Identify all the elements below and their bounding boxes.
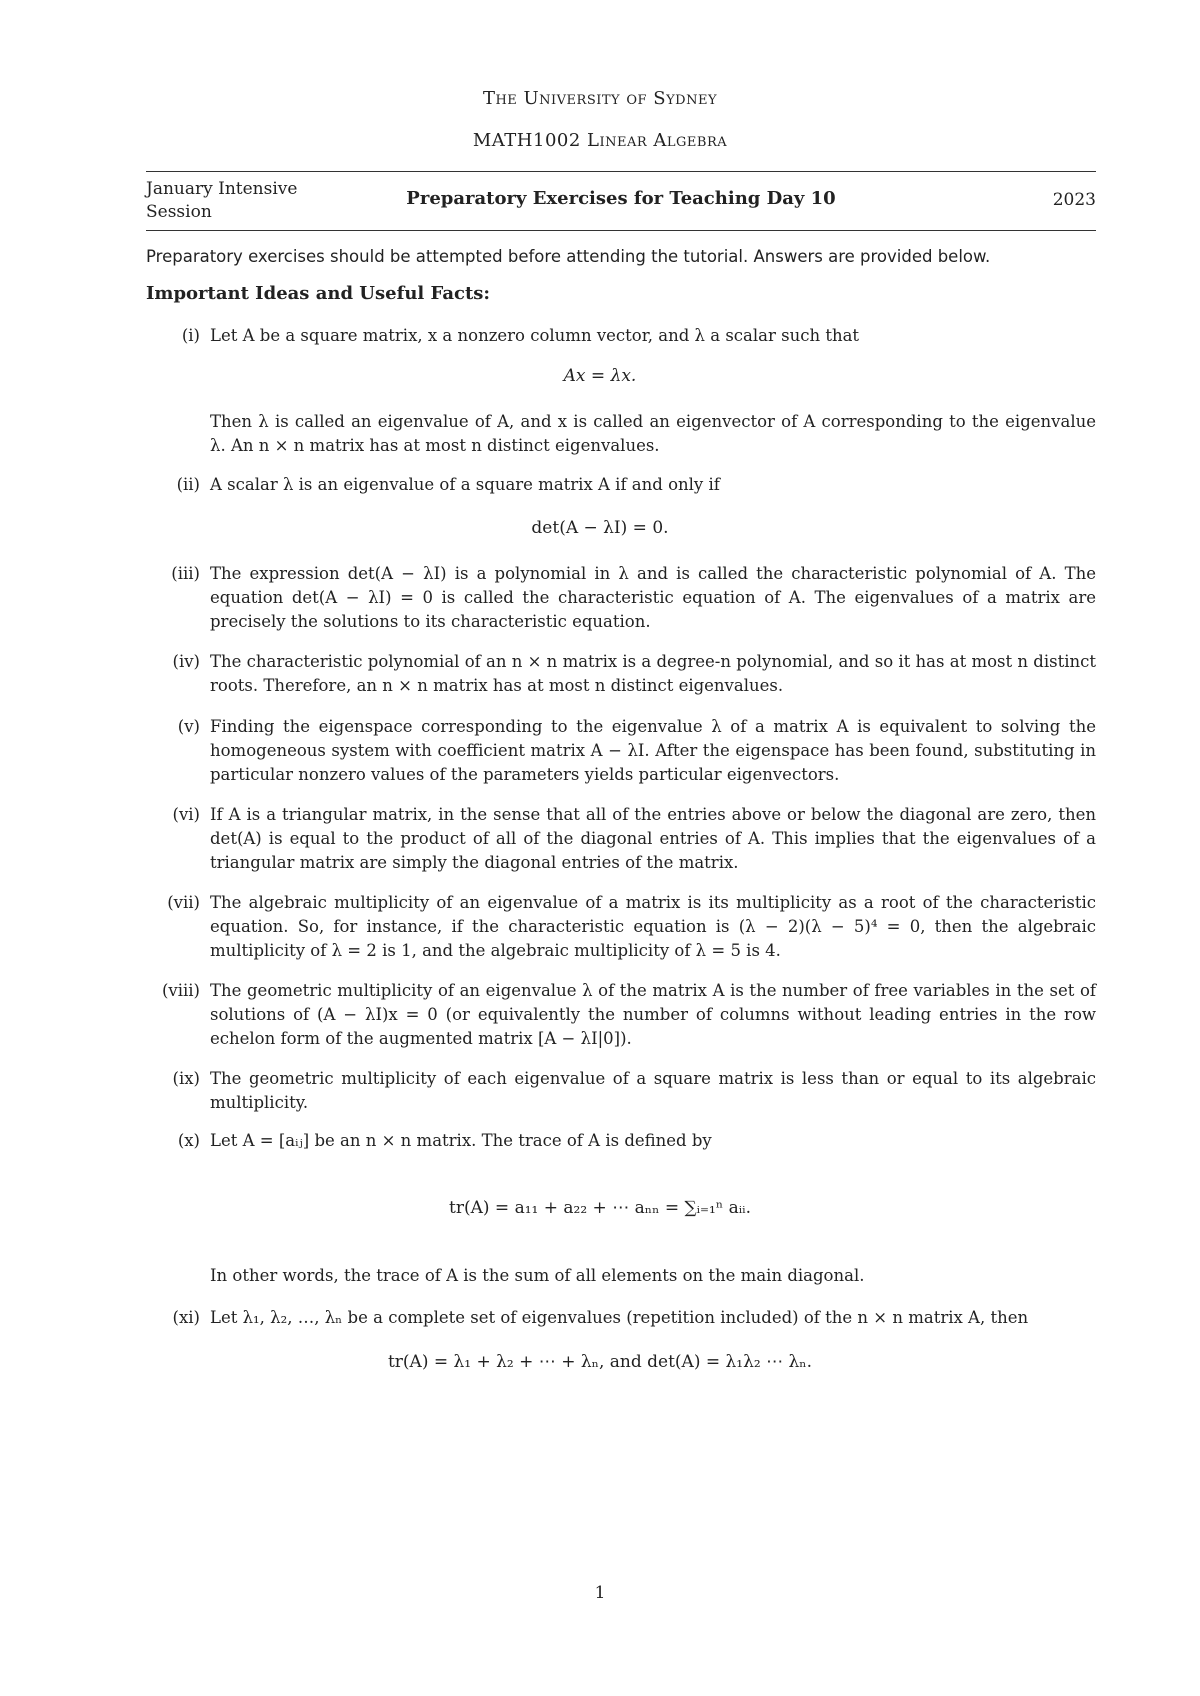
course-title: MATH1002 Linear Algebra	[472, 130, 728, 151]
document-title: Preparatory Exercises for Teaching Day 10	[406, 188, 836, 209]
session-header-bar	[146, 171, 1096, 231]
fact-text: The expression det(A − λI) is a polynomial in λ and is called the characteristic polynomial of A. The equation det(A − λI) = 0 is called the characteristic equation of A. The eigenvalues of a matrix are precisely the solutions to its characteristic equation.	[210, 564, 1096, 631]
fact-number: (iii)	[171, 564, 200, 583]
display-equation: tr(A) = a₁₁ + a₂₂ + ⋯ aₙₙ = ∑ᵢ₌₁ⁿ aᵢᵢ.	[449, 1198, 751, 1218]
display-equation: tr(A) = λ₁ + λ₂ + ⋯ + λₙ, and det(A) = λ₁λ₂ ⋯ λₙ.	[387, 1352, 813, 1372]
fact-item	[146, 324, 1096, 348]
fact-number: (viii)	[161, 981, 200, 1000]
fact-text: Let A = [aᵢⱼ] be an n × n matrix. The trace of A is defined by	[210, 1131, 712, 1150]
display-equation: Ax = λx.	[563, 366, 637, 386]
year: 2023	[1052, 190, 1096, 210]
fact-number: (x)	[177, 1131, 200, 1150]
fact-number: (i)	[181, 326, 200, 345]
facts-heading: Important Ideas and Useful Facts:	[146, 283, 491, 304]
fact-text: The algebraic multiplicity of an eigenvalue of a matrix is its multiplicity as a root of the characteristic equation. So, for instance, if the characteristic equation is (λ − 2)(λ − 5)⁴ = 0, then the algebraic multiplicity of λ = 2 is 1, and the algebraic multiplicity of λ = 5 is 4.	[210, 893, 1096, 960]
fact-number: (v)	[177, 717, 200, 736]
fact-number: (ix)	[172, 1069, 200, 1088]
fact-text: A scalar λ is an eigenvalue of a square matrix A if and only if	[210, 475, 720, 494]
session-line-2: Session	[146, 202, 212, 222]
fact-text: The geometric multiplicity of an eigenvalue λ of the matrix A is the number of free variables in the set of solutions of (A − λI)x = 0 (or equivalently the number of columns without leading entries in the row echelon form of the augmented matrix [A − λI|0]).	[210, 981, 1096, 1048]
fact-number: (vi)	[172, 805, 200, 824]
intro-text: Preparatory exercises should be attempted before attending the tutorial. Answers are provided below.	[146, 247, 991, 266]
fact-text: Finding the eigenspace corresponding to the eigenvalue λ of a matrix A is equivalent to solving the homogeneous system with coefficient matrix A − λI. After the eigenspace has been found, substituting in particular nonzero values of the parameters yields particular eigenvectors.	[210, 717, 1096, 784]
fact-text: Let A be a square matrix, x a nonzero column vector, and λ a scalar such that	[210, 326, 860, 345]
fact-text: If A is a triangular matrix, in the sense that all of the entries above or below the diagonal are zero, then det(A) is equal to the product of all of the diagonal entries of A. This implies that the eigenvalues of a triangular matrix are simply the diagonal entries of the matrix.	[210, 805, 1096, 872]
fact-number: (ii)	[176, 475, 200, 494]
fact-number: (xi)	[172, 1308, 200, 1327]
fact-text: The characteristic polynomial of an n × n matrix is a degree-n polynomial, and so it has at most n distinct roots. Therefore, an n × n matrix has at most n distinct eigenvalues.	[210, 652, 1096, 695]
fact-text: Let λ₁, λ₂, …, λₙ be a complete set of eigenvalues (repetition included) of the n × n matrix A, then	[210, 1308, 1029, 1327]
fact-number: (vii)	[167, 893, 200, 912]
fact-continuation: In other words, the trace of A is the sum of all elements on the main diagonal.	[210, 1266, 865, 1285]
university-name: The University of Sydney	[482, 88, 718, 109]
session-line-1: January Intensive	[146, 179, 298, 199]
page-number: 1	[594, 1583, 606, 1603]
fact-text: The geometric multiplicity of each eigenvalue of a square matrix is less than or equal to its algebraic multiplicity.	[210, 1069, 1096, 1112]
display-equation: det(A − λI) = 0.	[531, 518, 669, 538]
fact-continuation: Then λ is called an eigenvalue of A, and x is called an eigenvector of A corresponding to the eigenvalue λ. An n × n matrix has at most n distinct eigenvalues.	[210, 412, 1096, 455]
fact-number: (iv)	[172, 652, 200, 671]
